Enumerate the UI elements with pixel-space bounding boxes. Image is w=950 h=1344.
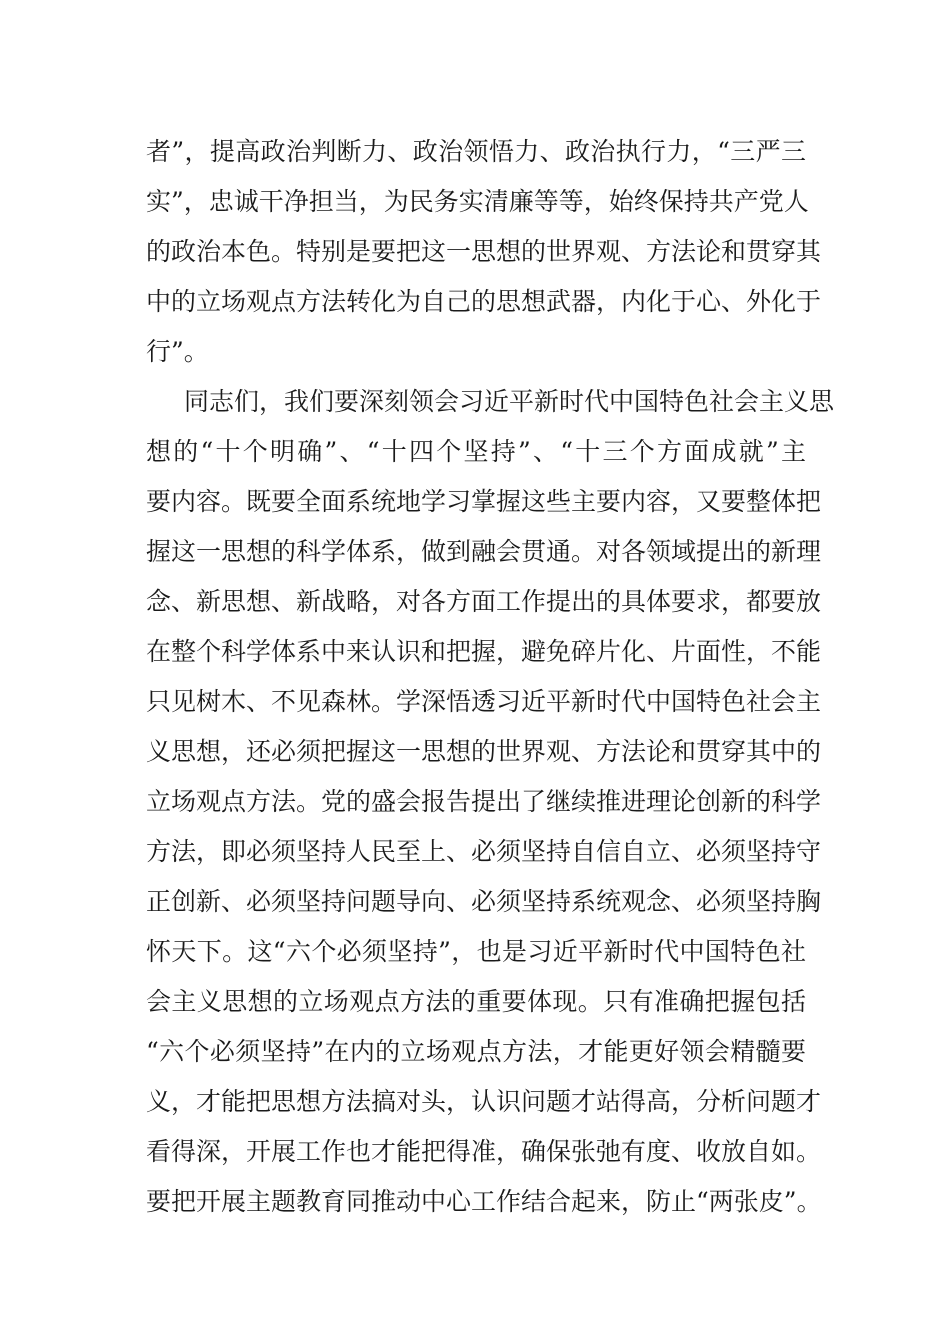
text-line: “六个必须坚持”在内的立场观点方法，才能更好领会精髓要 — [146, 1037, 806, 1066]
text-line: 看得深，开展工作也才能把得准，确保张弛有度、收放自如。 — [146, 1137, 822, 1166]
text-line: 实”，忠诚干净担当，为民务实清廉等等，始终保持共产党人 — [146, 187, 809, 216]
text-line: 立场观点方法。党的盛会报告提出了继续推进理论创新的科学 — [146, 787, 822, 816]
text-line: 义，才能把思想方法搞对头，认识问题才站得高，分析问题才 — [146, 1087, 822, 1116]
text-line: 方法，即必须坚持人民至上、必须坚持自信自立、必须坚持守 — [146, 837, 822, 866]
text-line: 义思想，还必须把握这一思想的世界观、方法论和贯穿其中的 — [146, 737, 822, 766]
text-line: 行”。 — [146, 337, 209, 366]
paragraph-first-line: 同志们，我们要深刻领会习近平新时代中国特色社会主义思 — [184, 387, 835, 416]
text-line: 会主义思想的立场观点方法的重要体现。只有准确把握包括 — [146, 987, 806, 1016]
text-line: 要内容。既要全面系统地学习掌握这些主要内容，又要整体把 — [146, 487, 822, 516]
text-line: 只见树木、不见森林。学深悟透习近平新时代中国特色社会主 — [146, 687, 822, 716]
text-line: 握这一思想的科学体系，做到融会贯通。对各领域提出的新理 — [146, 537, 822, 566]
text-line: 在整个科学体系中来认识和把握，避免碎片化、片面性，不能 — [146, 637, 822, 666]
text-line: 想的“十个明确”、“十四个坚持”、“十三个方面成就”主 — [146, 437, 806, 466]
text-line: 怀天下。这“六个必须坚持”，也是习近平新时代中国特色社 — [146, 937, 806, 966]
text-line: 的政治本色。特别是要把这一思想的世界观、方法论和贯穿其 — [146, 237, 822, 266]
text-line: 者”，提高政治判断力、政治领悟力、政治执行力，“三严三 — [146, 137, 806, 166]
text-line: 要把开展主题教育同推动中心工作结合起来，防止“两张皮”。 — [146, 1187, 822, 1216]
text-line: 中的立场观点方法转化为自己的思想武器，内化于心、外化于 — [146, 287, 822, 316]
text-line: 念、新思想、新战略，对各方面工作提出的具体要求，都要放 — [146, 587, 822, 616]
text-line: 正创新、必须坚持问题导向、必须坚持系统观念、必须坚持胸 — [146, 887, 822, 916]
